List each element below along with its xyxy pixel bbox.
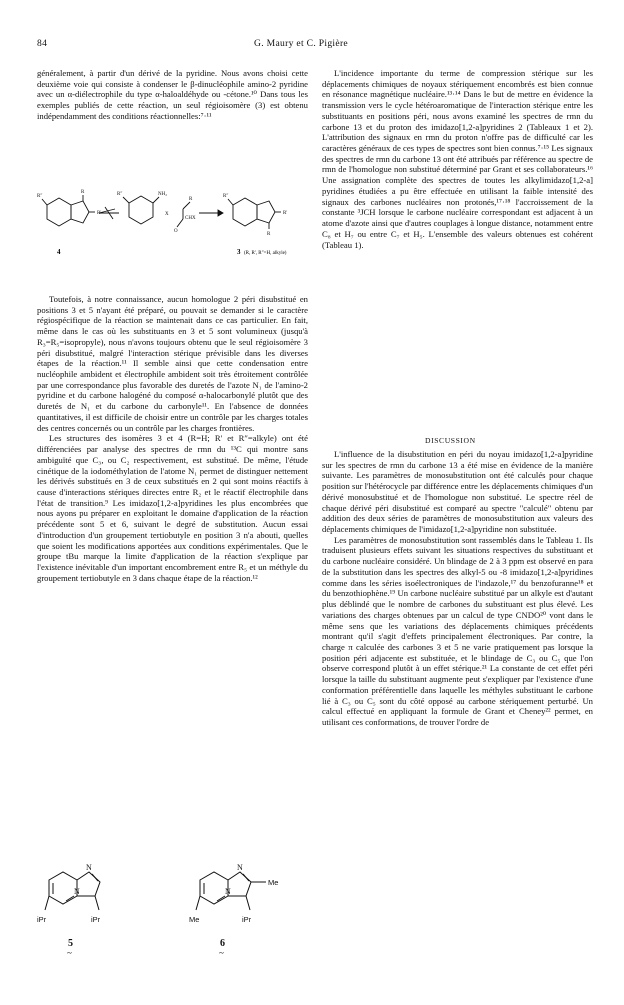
paragraph: Les structures des isomères 3 et 4 (R=H; R' et R″=alkyle) ont été différenciées par analyse des spectres de rmn du ¹³C qui montre sans ambiguïté que C₃, ou C₂ respectivement, est substitué. De même, l'étude cinétique de la iodométhylation de l'atome N₁ permet de distinguer nettement les dérivés substitués en 3 de ceux substitués en 2 qui sont moins réactifs à cause d'interactions stériques directes entre R₂ et le réactif électrophile dans l'état de transition.⁹ Les imidazo[1,2-a]pyridines les plus encombrées que nous ayons pu préparer en exploitant le domaine d'application de la réaction précédente sont 5 et 6, suivant le degré de substitution. Aucun essai d'introduction d'un groupement tertiobutyle en position 3 n'a abouti, quelles que soient les modifications apportées aux conditions expérimentales. Que le groupe tBu marque la limite d'application de la réaction s'explique par l'existence inévitable d'un important encombrement entre R₅ et un méthyle du groupement tertiobutyle en 3 dans chaque étape de la réaction.¹²: [37, 433, 308, 583]
n-atom-label: N: [225, 887, 231, 896]
running-title: G. Maury et C. Pigière: [254, 38, 348, 49]
sub-r-double-prime: R″: [223, 194, 229, 199]
substituent-me-right: Me: [268, 878, 279, 887]
sub-r-prime: R': [97, 211, 102, 216]
structure-5: [37, 850, 127, 960]
left-column-body: [37, 294, 308, 583]
sub-r-double-prime: R″: [37, 194, 43, 199]
compound-label-3: 3: [237, 248, 241, 256]
right-column-intro: [322, 68, 593, 250]
page-number: 84: [37, 38, 48, 49]
tilde-mark: ~: [219, 948, 224, 958]
section-title-discussion: DISCUSSION: [425, 436, 476, 445]
n-atom-label: N: [74, 887, 80, 896]
structure-6: [180, 850, 300, 960]
paragraph: Les paramètres de monosubstitution sont rassemblés dans le Tableau 1. Ils traduisent plusieurs effets suivant les situations respectives du substituant et du carbone nucléaire considéré. Un blindage de 2 à 3 ppm est observé en para de la substitution dans les spectres des alkyl-5 ou -8 imidazo[1,2-a]pyridines comme dans les séries isoélectroniques de l'indazole,¹⁷ du benzofuranne¹⁸ et du benzothiophène.¹⁹ Un carbone nucléaire substitué par un alkyle est d'autant plus déblindé que le nombre de carbones du substituant est plus élevé. Les variations des charges obtenues par un calcul de type CNDO²⁰ vont dans le même sens que les variations des déplacements chimiques précédents montrant qu'il s'agit d'effets principalement électroniques. Par contre, la charge π calculée des carbones 3 et 5 ne varie pratiquement pas lorsque la position péri adjacente est substituée, et le blindage de C₃ ou C₅ que l'on observe correspond plutôt à un effet stérique.²¹ La constante de cet effet péri lorsque la taille du substituant augmente peut s'expliquer par l'existence d'une conformation préférentielle dans laquelle les méthyles substituant le carbone lié à C₃ ou C₅ sont du côté opposé au carbone stériquement perturbé. Un calcul effectué en appliquant la formule de Grant et Cheney²² permet, en utilisant ces conformations, de trouver l'ordre de: [322, 534, 593, 727]
substituent-ipr-left: iPr: [37, 915, 47, 924]
compound-label-4: 4: [57, 248, 61, 256]
left-column-intro: [37, 68, 308, 122]
substituent-ipr: iPr: [242, 915, 252, 924]
sub-chx: CHX: [185, 216, 196, 221]
n-atom-label: N: [237, 863, 243, 872]
paragraph: généralement, à partir d'un dérivé de la pyridine. Nous avons choisi cette deuxième voie qui consiste à condenser le β-dinucléophile amino-2 pyridine avec un α-diélectrophile du type α-haloaldéhyde ou -cétone.¹⁰ Dans tous les exemples publiés de cette réaction, un seul régioisomère (3) est obtenu indépendamment des conditions réactionnelles:⁷·¹¹: [37, 68, 308, 121]
paragraph: L'influence de la disubstitution en péri du noyau imidazo[1,2-a]pyridine sur les spectres de rmn du carbone 13 a été mise en évidence de la manière suivante. Les paramètres de monosubstitution ont été calculés pour chaque position sur l'hétérocycle par différence entre les déplacements chimiques d'un dérivé monosubstitué et de l'homologue non substitué. Le spectre réel de chaque dérivé péri disubstitué est comparé au spectre "calculé" obtenu par addition des deux séries de paramètres de monosubstitution aux valeurs des déplacements chimiques de l'imidazo[1,2-a]pyridine non substituée.: [322, 449, 593, 535]
sub-r-prime: R': [283, 211, 288, 216]
compound-label-6: 6: [220, 938, 225, 949]
right-column-discussion: [322, 449, 593, 728]
sub-r: R: [267, 232, 271, 237]
tilde-mark: ~: [67, 948, 72, 958]
paragraph: L'incidence importante du terme de compression stérique sur les déplacements chimiques de noyaux stériquement encombrés est bien connue en résonance magnétique nucléaire.¹³·¹⁴ Dans le but de mettre en évidence la transmission vers le cycle hétéroaromatique de l'interaction stérique entre les substituants en positions péri, nous avons examiné les spectres de rmn du carbone 13 et du proton des imidazo[1,2-a]pyridines 2 (Tableaux 1 et 2). L'attribution des signaux en rmn du proton n'offre pas de difficulté car les caractères généraux de ces types de spectres sont bien connus.⁷·¹⁵ Les signaux des spectres de rmn du carbone 13 ont été attribués par référence au spectre de rmn de l'homologue non substitué déterminé par Grant et ses collaborateurs.¹⁶ Une assignation complète des spectres de toutes les alkylimidazo[1,2-a] pyridines étudiées a pu être effectuée en utilisant la faible intensité des signaux des carbones nucléaires non protonés,¹⁷·¹⁸ l'accroissement de la constante ³JCH lorsque le carbone nucléaire correspondant est adjacent à un atome d'azote ainsi que d'autres couplages à longue distance, notamment entre C₈ et H₇ ou entre C₇ et H₅. L'ensemble des valeurs obtenues est cohérent (Tableau 1).: [322, 68, 593, 250]
reaction-scheme: [37, 173, 308, 273]
sub-r: R: [81, 190, 85, 195]
sub-nh2: NH₂: [158, 192, 167, 197]
sub-o: O: [174, 229, 178, 234]
n-atom-label: N: [86, 863, 92, 872]
substituent-me-bottom: Me: [189, 915, 200, 924]
substituent-ipr-right: iPr: [91, 915, 101, 924]
scheme-note: (R, R', R″=H, alkyle): [244, 251, 287, 256]
sub-r: R: [189, 197, 193, 202]
paragraph: Toutefois, à notre connaissance, aucun homologue 2 péri disubstitué en positions 3 et 5 n'ayant été préparé, ou pouvait se demander si le caractère régiospécifique de la réaction se maintenait dans ce cas particulier. En fait, même dans le cas où les substituants en 3 et 5 sont volumineux (jusqu'à R₃=R₅=isopropyle), nous n'avons toujours obtenu que le seul régioisomère 3 péri disubstitué, malgré l'interaction stérique prévisible dans les diverses étapes de la réaction.¹¹ Il semble ainsi que cette condensation entre nucléophile ambident et électrophile ambident soit très étroitement contrôlée par une correspondance plus favorable des duretés de l'azote N₁ de l'amino-2 pyridine et du carbone halogéné du composé α-halocarbonylé plutôt que des duretés de N₁ et du carbone du carbonyle¹¹. En l'absence de données quantitatives, il est difficile de choisir entre un contrôle par les charges totales des centres concernés ou un contrôle par les charges frontières.: [37, 294, 308, 433]
sub-x: X: [165, 212, 169, 217]
compound-label-5: 5: [68, 938, 73, 949]
sub-r-double-prime: R″: [117, 192, 123, 197]
